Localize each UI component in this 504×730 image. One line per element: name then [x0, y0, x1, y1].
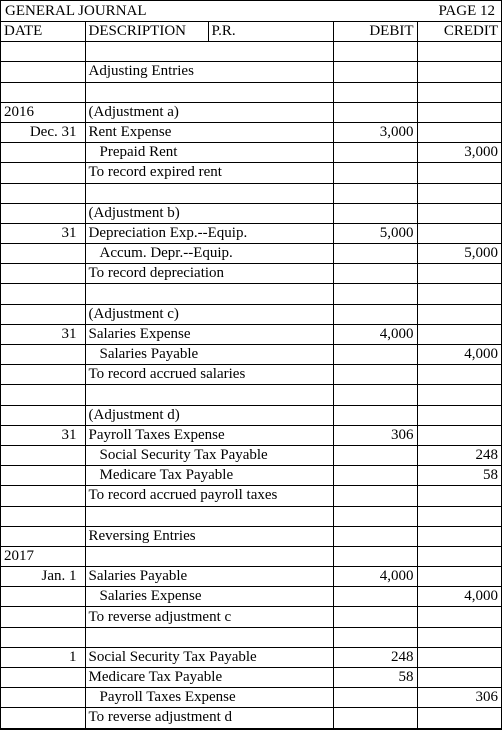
- row-date: 31: [1, 425, 85, 445]
- journal-row: [1, 668, 501, 688]
- row-credit: 58: [417, 466, 501, 486]
- journal-row: [1, 385, 501, 405]
- journal-row: [1, 163, 501, 183]
- row-description: [85, 385, 333, 405]
- row-date: [1, 42, 85, 62]
- journal-row: [1, 143, 501, 163]
- row-credit: [417, 506, 501, 526]
- row-debit: 306: [333, 425, 417, 445]
- row-description: To reverse adjustment d: [85, 708, 333, 728]
- row-debit: [333, 385, 417, 405]
- row-credit: [417, 385, 501, 405]
- row-date: Jan. 1: [1, 567, 85, 587]
- journal-row: [1, 405, 501, 425]
- row-debit: [333, 486, 417, 506]
- row-date: [1, 163, 85, 183]
- row-description: To record accrued salaries: [85, 365, 333, 385]
- journal-row: [1, 688, 501, 708]
- row-description: [85, 82, 333, 102]
- journal-row: [1, 466, 501, 486]
- row-date: 31: [1, 324, 85, 344]
- row-date: [1, 244, 85, 264]
- page-number: PAGE 12: [438, 3, 495, 19]
- row-credit: [417, 425, 501, 445]
- row-credit: [417, 42, 501, 62]
- row-description: Social Security Tax Payable: [85, 445, 333, 465]
- row-credit: [417, 567, 501, 587]
- journal-title: GENERAL JOURNAL: [5, 3, 147, 19]
- row-debit: [333, 62, 417, 82]
- journal-row: [1, 708, 501, 728]
- row-date: 1: [1, 647, 85, 667]
- row-description: (Adjustment a): [85, 102, 333, 122]
- row-description: Payroll Taxes Expense: [85, 425, 333, 445]
- journal-row: [1, 62, 501, 82]
- row-description: Depreciation Exp.--Equip.: [85, 223, 333, 243]
- row-debit: [333, 143, 417, 163]
- row-description: Social Security Tax Payable: [85, 647, 333, 667]
- journal-row: [1, 345, 501, 365]
- row-date: [1, 668, 85, 688]
- row-description: Adjusting Entries: [85, 62, 333, 82]
- row-credit: [417, 102, 501, 122]
- journal-body: [1, 42, 501, 728]
- row-date: [1, 587, 85, 607]
- row-credit: 3,000: [417, 143, 501, 163]
- journal-row: [1, 203, 501, 223]
- journal-row: [1, 264, 501, 284]
- journal-row: [1, 223, 501, 243]
- row-debit: [333, 405, 417, 425]
- row-date: [1, 143, 85, 163]
- row-date: [1, 345, 85, 365]
- row-date: [1, 506, 85, 526]
- debit-header: DEBIT: [333, 22, 417, 42]
- row-description: To record expired rent: [85, 163, 333, 183]
- row-date: [1, 445, 85, 465]
- row-description: [85, 284, 333, 304]
- row-description: Salaries Expense: [85, 324, 333, 344]
- row-credit: 4,000: [417, 587, 501, 607]
- journal-row: [1, 324, 501, 344]
- journal-row: [1, 567, 501, 587]
- journal-row: [1, 244, 501, 264]
- row-date: [1, 385, 85, 405]
- row-date: [1, 405, 85, 425]
- journal-row: [1, 304, 501, 324]
- row-credit: [417, 264, 501, 284]
- row-debit: [333, 445, 417, 465]
- row-description: To record depreciation: [85, 264, 333, 284]
- row-credit: 4,000: [417, 345, 501, 365]
- row-description: (Adjustment c): [85, 304, 333, 324]
- row-debit: 58: [333, 668, 417, 688]
- row-credit: 5,000: [417, 244, 501, 264]
- row-date: [1, 304, 85, 324]
- row-description: Medicare Tax Payable: [85, 668, 333, 688]
- row-description: [85, 627, 333, 647]
- row-debit: [333, 163, 417, 183]
- row-debit: [333, 284, 417, 304]
- row-date: [1, 203, 85, 223]
- row-debit: [333, 102, 417, 122]
- pr-header: P.R.: [208, 22, 333, 42]
- row-date: [1, 284, 85, 304]
- journal-table: [1, 22, 501, 729]
- row-credit: [417, 486, 501, 506]
- journal-row: [1, 546, 501, 566]
- row-debit: 4,000: [333, 567, 417, 587]
- journal-row: [1, 607, 501, 627]
- row-description: Prepaid Rent: [85, 143, 333, 163]
- row-description: [85, 42, 333, 62]
- row-credit: [417, 223, 501, 243]
- row-credit: [417, 668, 501, 688]
- row-description: Medicare Tax Payable: [85, 466, 333, 486]
- journal-row: [1, 122, 501, 142]
- row-date: [1, 486, 85, 506]
- row-debit: [333, 688, 417, 708]
- row-description: Salaries Expense: [85, 587, 333, 607]
- row-date: 2017: [1, 546, 85, 566]
- row-credit: [417, 82, 501, 102]
- journal-row: [1, 425, 501, 445]
- journal-row: [1, 42, 501, 62]
- row-date: 31: [1, 223, 85, 243]
- row-description: (Adjustment d): [85, 405, 333, 425]
- row-description: Rent Expense: [85, 122, 333, 142]
- row-description: To record accrued payroll taxes: [85, 486, 333, 506]
- row-description: Salaries Payable: [85, 567, 333, 587]
- row-debit: [333, 345, 417, 365]
- row-credit: [417, 647, 501, 667]
- row-debit: [333, 244, 417, 264]
- journal-row: [1, 506, 501, 526]
- journal-row: [1, 486, 501, 506]
- row-date: [1, 627, 85, 647]
- row-credit: [417, 627, 501, 647]
- description-header: DESCRIPTION: [85, 22, 208, 42]
- journal-row: [1, 284, 501, 304]
- row-credit: [417, 324, 501, 344]
- row-credit: [417, 284, 501, 304]
- row-date: [1, 688, 85, 708]
- row-date: [1, 708, 85, 728]
- journal-row: [1, 102, 501, 122]
- date-header: DATE: [1, 22, 85, 42]
- journal-row: [1, 82, 501, 102]
- row-debit: [333, 546, 417, 566]
- row-credit: [417, 405, 501, 425]
- row-credit: [417, 304, 501, 324]
- row-debit: 3,000: [333, 122, 417, 142]
- row-debit: [333, 627, 417, 647]
- row-credit: [417, 365, 501, 385]
- row-debit: [333, 466, 417, 486]
- row-debit: 5,000: [333, 223, 417, 243]
- row-description: [85, 506, 333, 526]
- journal-row: [1, 587, 501, 607]
- row-description: (Adjustment b): [85, 203, 333, 223]
- row-credit: [417, 203, 501, 223]
- journal-row: [1, 365, 501, 385]
- row-date: [1, 82, 85, 102]
- row-date: [1, 264, 85, 284]
- row-description: Accum. Depr.--Equip.: [85, 244, 333, 264]
- row-debit: [333, 42, 417, 62]
- row-debit: [333, 183, 417, 203]
- row-description: Reversing Entries: [85, 526, 333, 546]
- row-date: [1, 62, 85, 82]
- header-row: [1, 22, 501, 42]
- row-date: [1, 607, 85, 627]
- row-debit: [333, 365, 417, 385]
- row-date: [1, 466, 85, 486]
- row-debit: [333, 264, 417, 284]
- row-debit: [333, 607, 417, 627]
- credit-header: CREDIT: [417, 22, 501, 42]
- journal-title-row: [1, 1, 501, 22]
- row-date: 2016: [1, 102, 85, 122]
- row-debit: 248: [333, 647, 417, 667]
- row-debit: [333, 82, 417, 102]
- journal-row: [1, 647, 501, 667]
- row-credit: [417, 183, 501, 203]
- journal-row: [1, 183, 501, 203]
- row-debit: 4,000: [333, 324, 417, 344]
- row-date: [1, 365, 85, 385]
- row-debit: [333, 708, 417, 728]
- row-date: [1, 526, 85, 546]
- row-debit: [333, 526, 417, 546]
- row-debit: [333, 587, 417, 607]
- row-description: Salaries Payable: [85, 345, 333, 365]
- row-credit: [417, 708, 501, 728]
- row-date: [1, 183, 85, 203]
- journal-row: [1, 445, 501, 465]
- row-description: Payroll Taxes Expense: [85, 688, 333, 708]
- journal-row: [1, 526, 501, 546]
- row-debit: [333, 304, 417, 324]
- row-credit: [417, 526, 501, 546]
- row-date: Dec. 31: [1, 122, 85, 142]
- row-description: To reverse adjustment c: [85, 607, 333, 627]
- row-credit: 248: [417, 445, 501, 465]
- journal-row: [1, 627, 501, 647]
- row-debit: [333, 203, 417, 223]
- row-credit: [417, 546, 501, 566]
- row-credit: [417, 122, 501, 142]
- row-description: [85, 183, 333, 203]
- row-description: [85, 546, 333, 566]
- row-credit: [417, 163, 501, 183]
- row-credit: 306: [417, 688, 501, 708]
- row-debit: [333, 506, 417, 526]
- row-credit: [417, 607, 501, 627]
- row-credit: [417, 62, 501, 82]
